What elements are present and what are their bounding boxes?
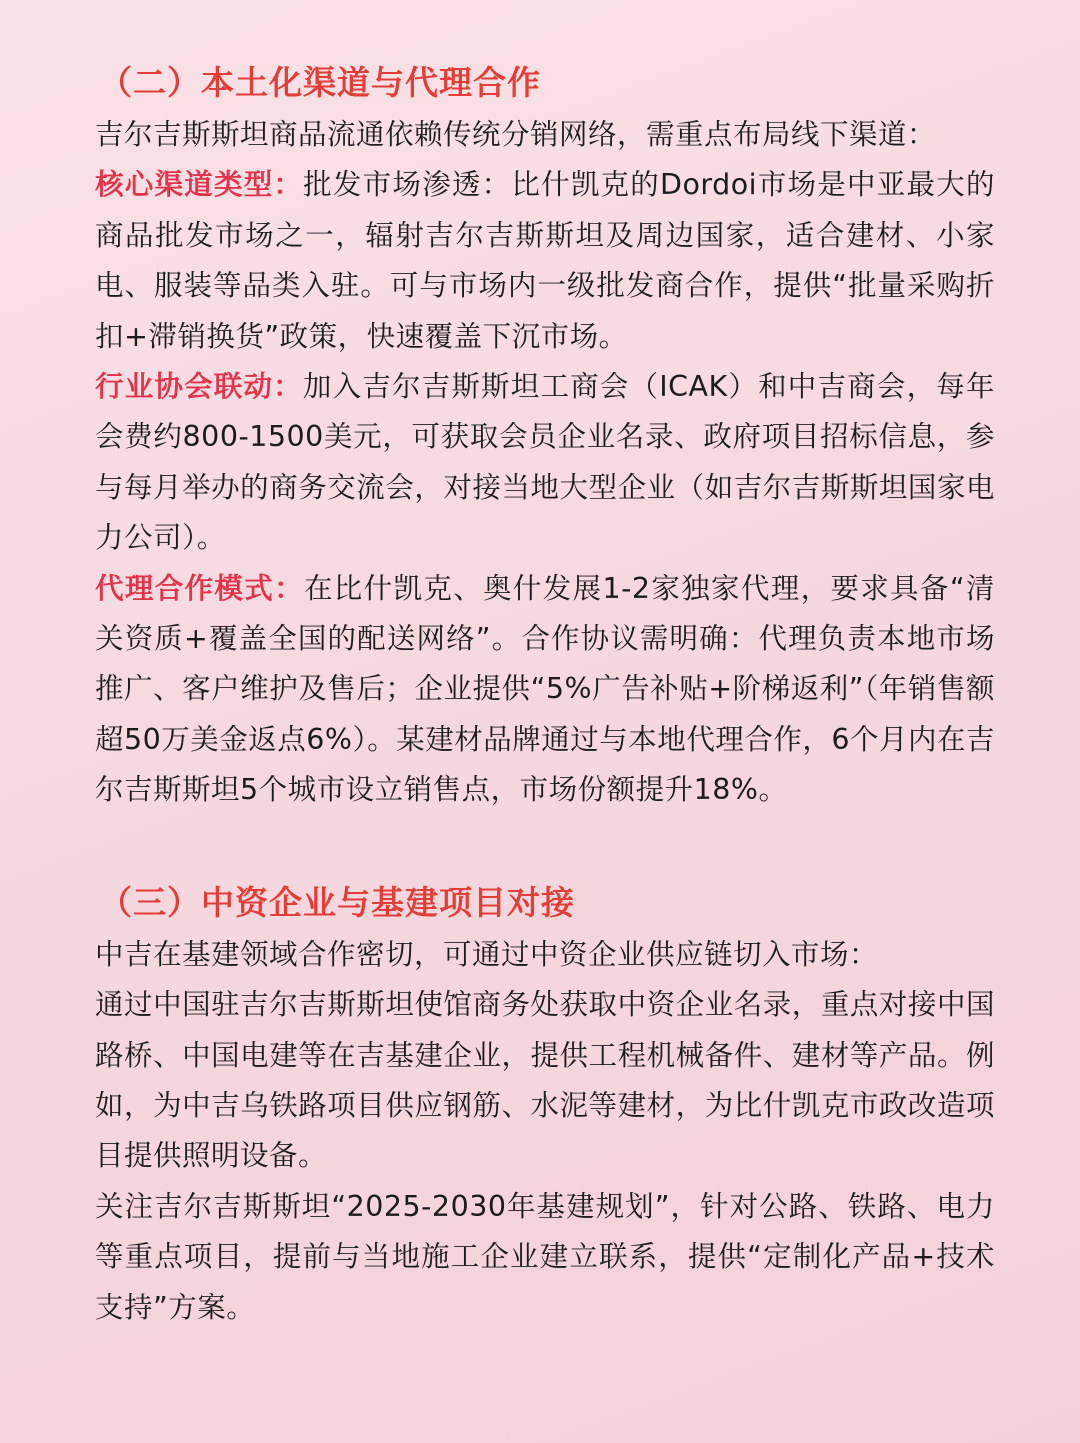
section-spacer [95,816,995,874]
core-channel-label: 核心渠道类型： [95,168,304,202]
article-content [95,56,995,1333]
agency-model-text: 在比什凯克、奥什发展1-2家独家代理，要求具备“清关资质+覆盖全国的配送网络”。合作协议需明确：代理负责本地市场推广、客户维护及售后；企业提供“5%广告补贴+阶梯返利”（年销售额超50万美金返点6%）。某建材品牌通过与本地代理合作，6个月内在吉尔吉斯斯坦5个城市设立销售点，市场份额提升18%。 [95,571,995,807]
infrastructure-plan-paragraph: 关注吉尔吉斯斯坦“2025-2030年基建规划”，针对公路、铁路、电力等重点项目，提前与当地施工企业建立联系，提供“定制化产品+技术支持”方案。 [95,1189,995,1324]
section-2-intro: 吉尔吉斯斯坦商品流通依赖传统分销网络，需重点布局线下渠道： [95,118,937,151]
core-channel-paragraph [95,160,995,362]
agency-model-paragraph [95,564,995,816]
section-3-heading: （三）中资企业与基建项目对接 [99,882,575,922]
industry-association-paragraph [95,362,995,564]
agency-model-label: 代理合作模式： [95,571,304,605]
industry-association-label: 行业协会联动： [95,370,303,404]
section-3-intro: 中吉在基建领域合作密切，可通过中资企业供应链切入市场： [95,937,879,971]
core-channel-text: 批发市场渗透：比什凯克的Dordoi市场是中亚最大的商品批发市场之一，辐射吉尔吉斯斯坦及周边国家，适合建材、小家电、服装等品类入驻。可与市场内一级批发商合作，提供“批量采购折扣+滞销换货”政策，快速覆盖下沉市场。 [95,168,995,353]
industry-association-text: 加入吉尔吉斯斯坦工商会（ICAK）和中吉商会，每年会费约800-1500美元，可获取会员企业名录、政府项目招标信息，参与每月举办的商务交流会，对接当地大型企业（如吉尔吉斯斯坦国家电力公司）。 [95,370,995,555]
embassy-paragraph: 通过中国驻吉尔吉斯斯坦使馆商务处获取中资企业名录，重点对接中国路桥、中国电建等在吉基建企业，提供工程机械备件、建材等产品。例如，为中吉乌铁路项目供应钢筋、水泥等建材，为比什凯克市政改造项目提供照明设备。 [95,988,995,1173]
section-2-heading: （二）本土化渠道与代理合作 [99,63,541,102]
